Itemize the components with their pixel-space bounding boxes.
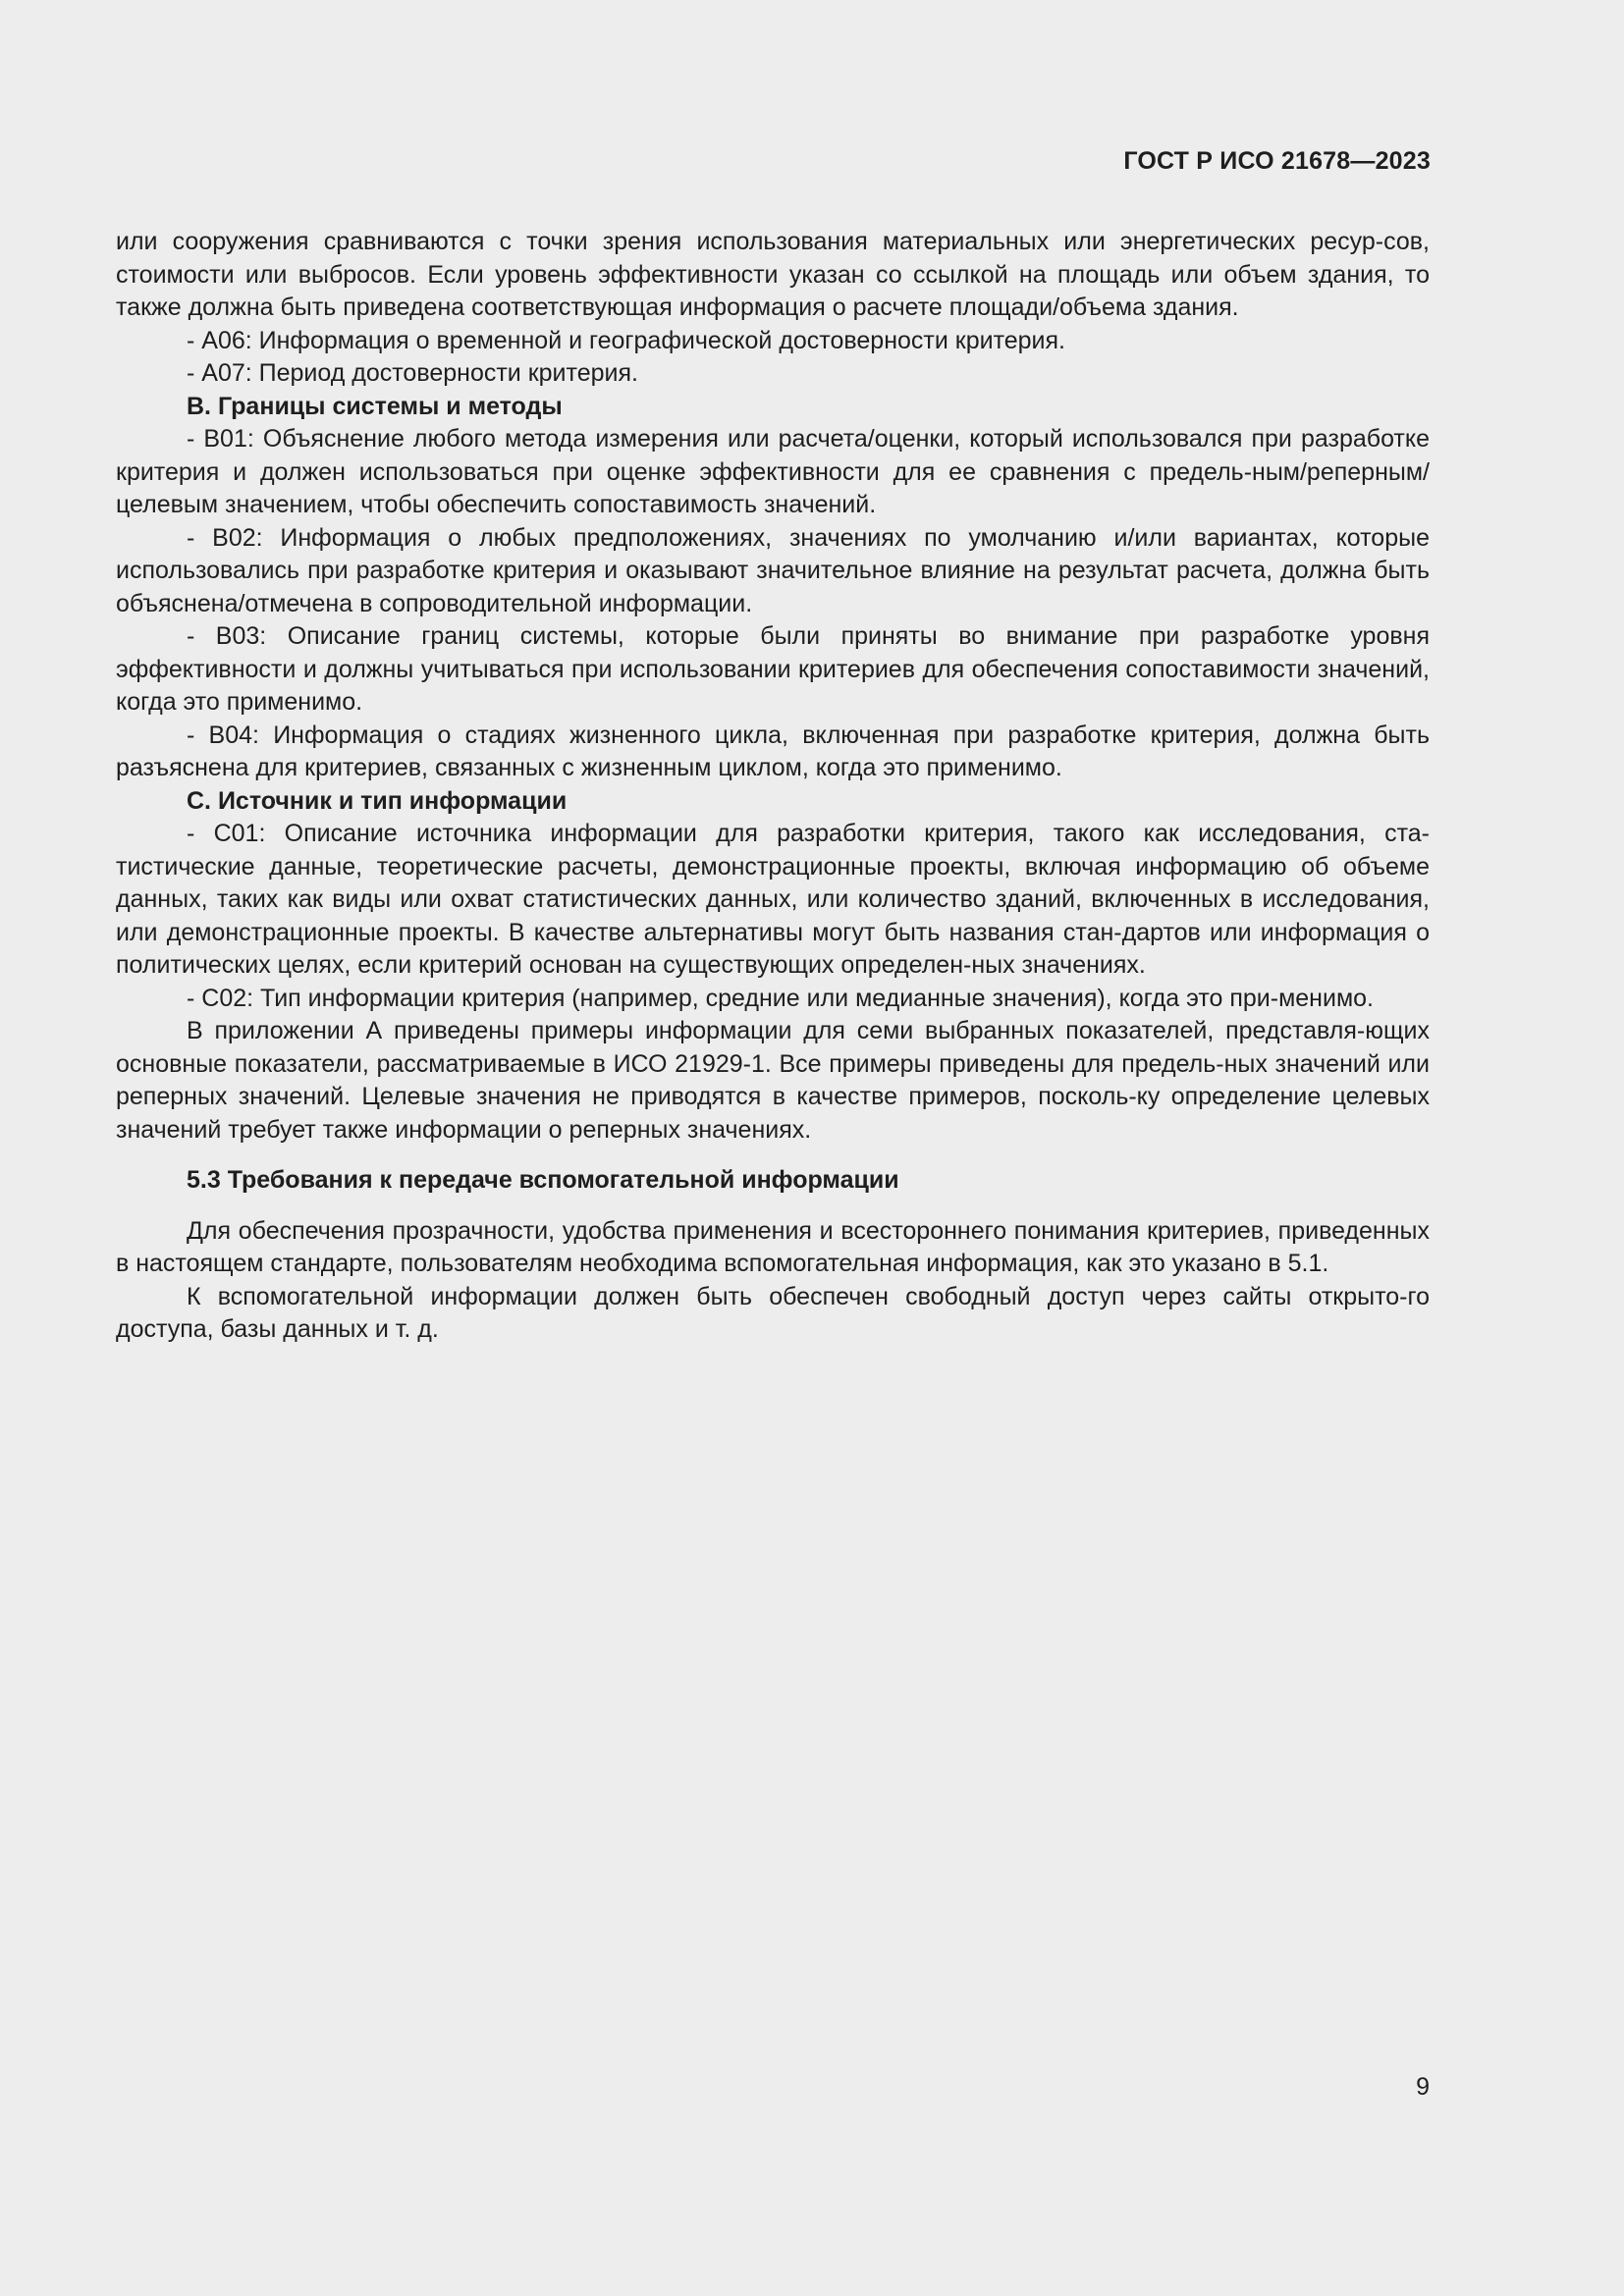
paragraph-annex: В приложении А приведены примеры информации для семи выбранных показателей, представля-ющих основные показатели, рассматриваемые в ИСО 21929-1. Все примеры приведены для предель-ных значений или реперных значений. Целевые значения не приводятся в качестве примеров, посколь-ку определение целевых значений требует также информации о реперных значениях. [116, 1017, 1430, 1144]
page-content [116, 226, 1430, 1347]
item-c01: - С01: Описание источника информации для разработки критерия, такого как исследования, ста-тистические данные, теоретические расчеты, демонстрационные проекты, включая информацию об объеме данных, таких как виды или охват статистических данных, или количество зданий, включенных в исследования, или демонстрационные проекты. В качестве альтернативы могут быть названия стан-дартов или информация о политических целях, если критерий основан на существующих определен-ных значениях. [116, 820, 1430, 979]
section-5-3-paragraph-2: К вспомогательной информации должен быть обеспечен свободный доступ через сайты открыто-го доступа, базы данных и т. д. [116, 1282, 1430, 1343]
document-header: ГОСТ Р ИСО 21678—2023 [1123, 147, 1431, 175]
item-b01: - В01: Объяснение любого метода измерения или расчета/оценки, который использовался при разработке критерия и должен использоваться при оценке эффективности для ее сравнения с предель-ным/реперным/целевым значением, чтобы обеспечить сопоставимость значений. [116, 425, 1430, 518]
item-c02: - С02: Тип информации критерия (например, средние или медианные значения), когда это при-менимо. [187, 984, 1374, 1012]
heading-b: В. Границы системы и методы [187, 392, 563, 420]
item-b04: - В04: Информация о стадиях жизненного цикла, включенная при разработке критерия, должна быть разъяснена для критериев, связанных с жизненным циклом, когда это применимо. [116, 721, 1430, 781]
page-number: 9 [1416, 2073, 1430, 2101]
item-b03: - В03: Описание границ системы, которые были приняты во внимание при разработке уровня эффективности и должны учитываться при использовании критериев для обеспечения сопоставимости значений, когда это применимо. [116, 622, 1430, 716]
item-b02: - В02: Информация о любых предположениях, значениях по умолчанию и/или вариантах, которые использовались при разработке критерия и оказывают значительное влияние на результат расчета, должна быть объяснена/отмечена в сопроводительной информации. [116, 523, 1430, 617]
item-a06: - А06: Информация о временной и географической достоверности критерия. [187, 326, 1065, 354]
item-a07: - А07: Период достоверности критерия. [187, 359, 638, 387]
section-5-3-title: 5.3 Требования к передаче вспомогательной информации [187, 1166, 899, 1194]
heading-c: С. Источник и тип информации [187, 786, 568, 815]
paragraph-intro: или сооружения сравниваются с точки зрения использования материальных или энергетических ресур-сов, стоимости или выбросов. Если уровень эффективности указан со ссылкой на площадь или объем здания, то также должна быть приведена соответствующая информация о расчете площади/объема здания. [116, 228, 1430, 321]
section-5-3-paragraph-1: Для обеспечения прозрачности, удобства применения и всестороннего понимания критериев, приведенных в настоящем стандарте, пользователям необходима вспомогательная информация, как это указано в 5.1. [116, 1216, 1430, 1277]
